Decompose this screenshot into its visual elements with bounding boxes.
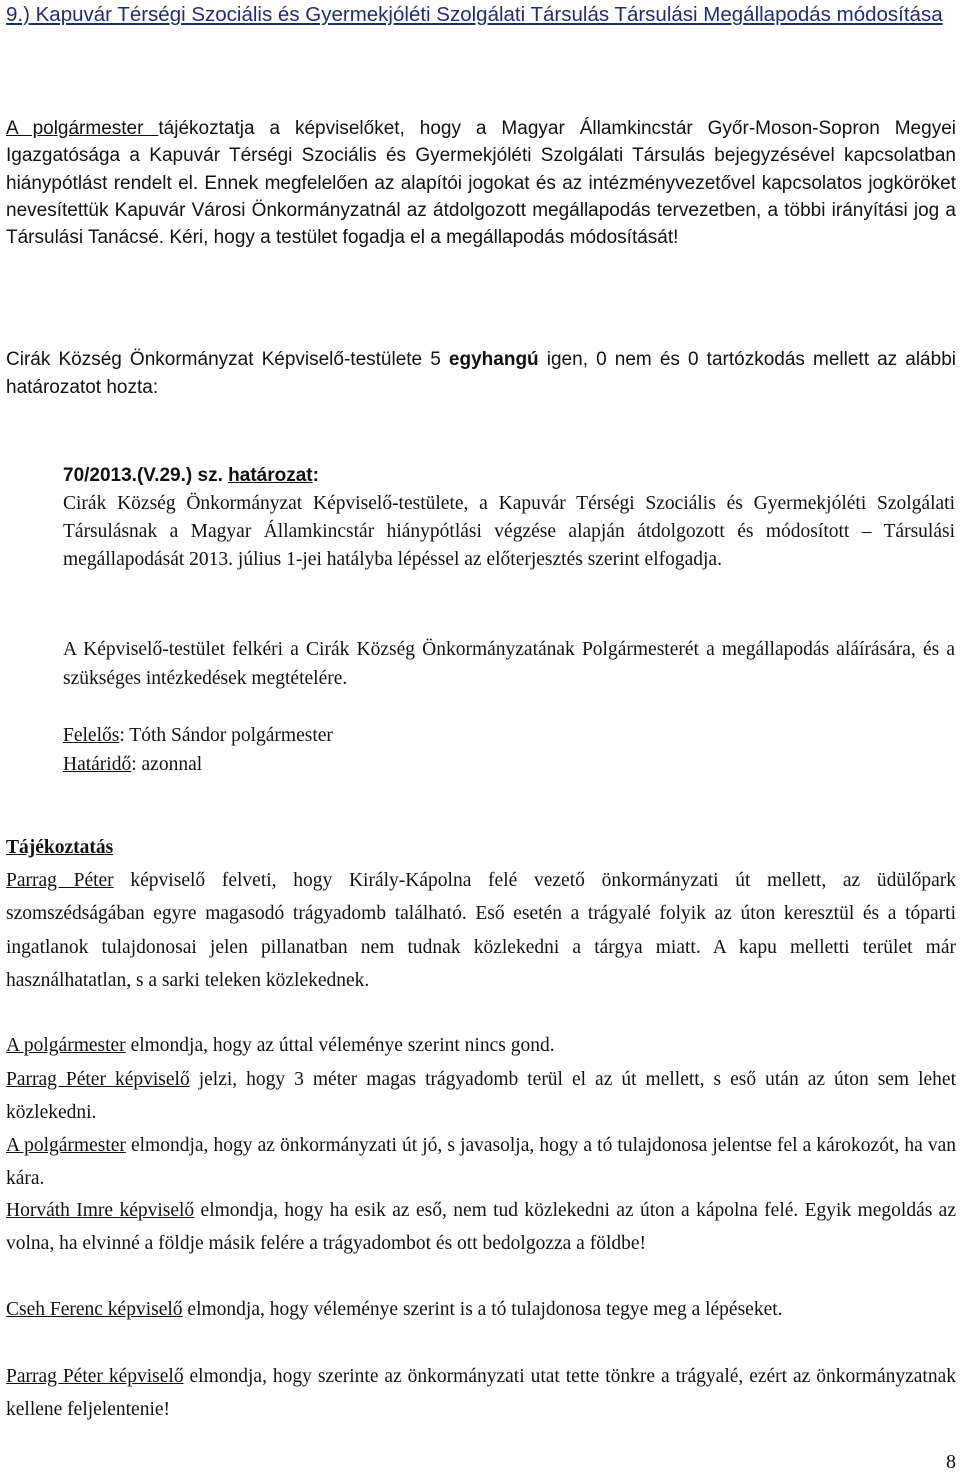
speaker-text: elmondja, hogy az úttal véleménye szerint nincs gond.	[125, 1035, 555, 1056]
info-paragraph	[6, 1031, 956, 1061]
info-paragraph	[6, 864, 956, 998]
info-paragraph	[6, 1064, 956, 1129]
speaker-name: Parrag Péter képviselő	[6, 1366, 184, 1387]
agenda-item-heading: 9.) Kapuvár Térségi Szociális és Gyermekjóléti Szolgálati Társulás Társulási Megállapodás módosítása	[6, 3, 943, 26]
speaker-name: A polgármester	[6, 1135, 126, 1156]
info-section-title: Tájékoztatás	[6, 837, 114, 858]
info-paragraph	[6, 1195, 956, 1260]
speaker-text: jelzi, hogy 3 méter magas trágyadomb terül el az út mellett, s eső után az úton sem lehet közlekedni.	[6, 1069, 956, 1123]
speaker-name: Parrag Péter képviselő	[6, 1069, 190, 1090]
vote-text-1: Cirák Község Önkormányzat Képviselő-testülete 5	[6, 349, 449, 370]
speaker-text: elmondja, hogy ha esik az eső, nem tud közlekedni az úton a kápolna felé. Egyik megoldás az volna, ha elvinné a földje másik felére a trágyadombot és ott bedolgozza a földbe!	[6, 1200, 956, 1254]
responsible-line	[63, 722, 763, 750]
speaker-text: elmondja, hogy véleménye szerint is a tó tulajdonosa tegye meg a lépéseket.	[182, 1299, 783, 1320]
resolution-label: határozat	[228, 465, 313, 486]
speaker-name: Parrag Péter	[6, 870, 114, 891]
resolution-number	[63, 462, 563, 490]
speaker-name: A polgármester	[6, 1035, 126, 1056]
deadline-line	[63, 751, 763, 779]
intro-paragraph	[6, 115, 956, 251]
info-paragraph	[6, 1361, 956, 1426]
speaker-text: elmondja, hogy szerinte az önkormányzati utat tette tönkre a trágyalé, ezért az önkormányzatnak kellene feljelentenie!	[6, 1366, 956, 1420]
deadline-value: : azonnal	[131, 754, 203, 775]
intro-text: tájékoztatja a képviselőket, hogy a Magyar Államkincstár Győr-Moson-Sopron Megyei Igazgatósága a Kapuvár Térségi Szociális és Gyermekjóléti Szolgálati Társulás bejegyzésével kapcsolatban hiánypótlást rendelt el. Ennek megfelelően az alapítói jogokat és az intézményvezetővel kapcsolatos jogköröket nevesítettük Kapuvár Városi Önkormányzatnál az átdolgozott megállapodás tervezetben, a többi irányítási jog a Társulási Tanácsé. Kéri, hogy a testület fogadja el a megállapodás módosítását!	[6, 118, 956, 249]
page-number: 8	[946, 1451, 956, 1473]
vote-paragraph	[6, 346, 956, 402]
vote-text-2: igen, 0 nem és 0 tartózkodás mellett az alábbi határozatot hozta:	[6, 349, 956, 398]
responsible-label: Felelős	[63, 725, 120, 746]
resolution-number-text: 70/2013.(V.29.) sz.	[63, 465, 223, 486]
intro-actor: A polgármester	[6, 118, 159, 139]
speaker-text: képviselő felveti, hogy Király-Kápolna felé vezető önkormányzati út mellett, az üdülőpark szomszédságában egyre magasodó trágyadomb található. Eső esetén a trágyalé folyik az úton keresztül és a tóparti ingatlanok tulajdonosai jelen pillanatban nem tudnak közlekedni a tárgya miatt. A kapu melletti terület már használhatatlan, s a sarki teleken közlekednek.	[6, 870, 956, 992]
vote-unanimous: egyhangú	[448, 349, 539, 370]
info-paragraph	[6, 1294, 956, 1327]
speaker-text: elmondja, hogy az önkormányzati út jó, s javasolja, hogy a tó tulajdonosa jelentse fel a károkozót, ha van kára.	[6, 1135, 956, 1189]
resolution-colon: :	[312, 465, 319, 486]
deadline-label: Határidő	[63, 754, 132, 775]
info-paragraph	[6, 1130, 956, 1195]
responsible-value: : Tóth Sándor polgármester	[119, 725, 333, 746]
resolution-body: Cirák Község Önkormányzat Képviselő-testülete, a Kapuvár Térségi Szociális és Gyermekjóléti Szolgálati Társulásnak a Magyar Államkincstár hiánypótlási végzése alapján átdolgozott és módosított – Társulási megállapodását 2013. július 1-jei hatályba lépéssel az előterjesztés szerint elfogadja.	[63, 493, 955, 571]
resolution-request: A Képviselő-testület felkéri a Cirák Község Önkormányzatának Polgármesterét a megállapodás aláírására, és a szükséges intézkedések megtételére.	[63, 639, 955, 689]
speaker-name: Horváth Imre képviselő	[6, 1200, 195, 1221]
speaker-name: Cseh Ferenc képviselő	[6, 1299, 183, 1320]
